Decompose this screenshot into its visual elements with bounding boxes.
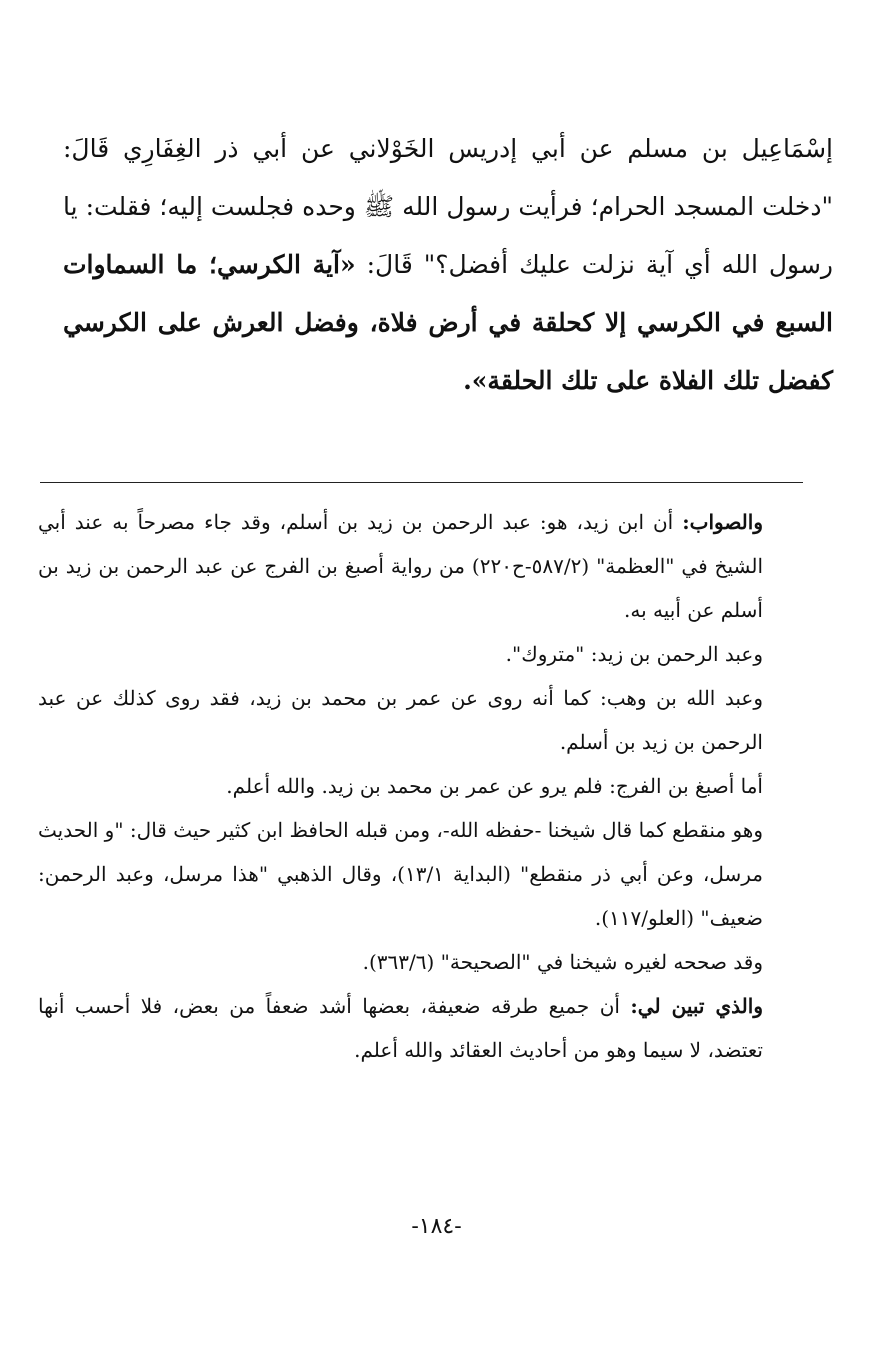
footnote-paragraph: وقد صححه لغيره شيخنا في "الصحيحة" (٣٦٣/٦).	[362, 950, 763, 974]
footnote-text: أن ابن زيد، هو: عبد الرحمن بن زيد بن أسلم، وقد جاء مصرحاً به عند أبي الشيخ في "العظمة" (٥٨٧/٢-ح٢٢٠) من رواية أصبغ بن الفرج عن عبد الرحمن بن زيد بن أسلم عن أبيه به.	[38, 510, 763, 622]
footnote-paragraph: وعبد الله بن وهب: كما أنه روى عن عمر بن محمد بن زيد، فقد روى كذلك عن عبد الرحمن بن زيد بن أسلم.	[38, 686, 763, 754]
footnote-label: والذي تبين لي:	[630, 994, 763, 1018]
footnote-text: أن جميع طرقه ضعيفة، بعضها أشد ضعفاً من بعض، فلا أحسب أنها تعتضد، لا سيما وهو من أحاديث العقائد والله أعلم.	[38, 994, 763, 1062]
page-number: -١٨٤-	[411, 1214, 462, 1239]
footnote-paragraph	[38, 984, 763, 1072]
footnotes	[38, 500, 763, 1072]
footnote-paragraph	[38, 500, 763, 632]
footnote-paragraph: أما أصبغ بن الفرج: فلم يرو عن عمر بن محمد بن زيد. والله أعلم.	[226, 774, 763, 798]
footnote-separator	[40, 482, 803, 483]
footnote-paragraph: وهو منقطع كما قال شيخنا -حفظه الله-، ومن قبله الحافظ ابن كثير حيث قال: "و الحديث مرسل، وعن أبي ذر منقطع" (البداية ١٣/١)، وقال الذهبي "هذا مرسل، وعبد الرحمن: ضعيف" (العلو/١١٧).	[38, 818, 763, 930]
hadith-text: «آية الكرسي؛ ما السماوات السبع في الكرسي إلا كحلقة في أرض فلاة، وفضل العرش على الكرسي كفضل تلك الفلاة على تلك الحلقة».	[63, 250, 833, 395]
hadith-paragraph	[63, 120, 833, 410]
main-text	[63, 120, 833, 410]
hadith-chain: إسْمَاعِيل بن مسلم عن أبي إدريس الخَوْلاني عن أبي ذر الغِفَارِي قَالَ: "دخلت المسجد الحرام؛ فرأيت رسول الله ﷺ وحده فجلست إليه؛ فقلت: يا رسول الله أي آية نزلت عليك أفضل؟" قَالَ:	[63, 134, 833, 279]
footnote-label: والصواب:	[682, 510, 763, 534]
footnote-paragraph: وعبد الرحمن بن زيد: "متروك".	[505, 642, 763, 666]
